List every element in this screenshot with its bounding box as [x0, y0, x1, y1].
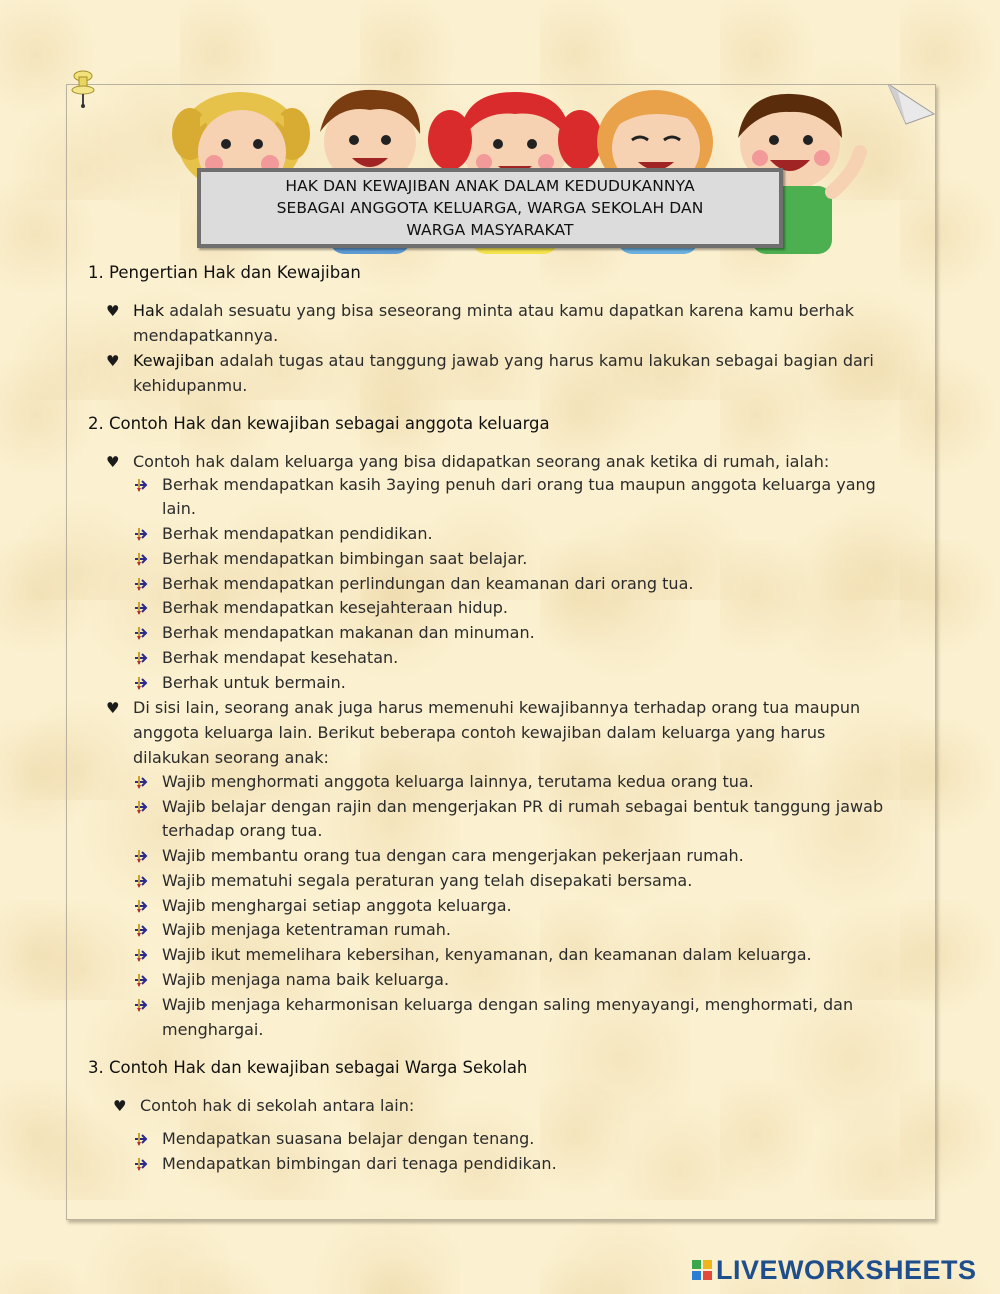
- arrow-bullet-icon: [134, 625, 150, 641]
- arrow-bullet-icon: [134, 848, 150, 864]
- kewajiban-keluarga-intro-2: anggota keluarga lain. Berikut beberapa contoh kewajiban dalam keluarga yang harus: [133, 723, 826, 742]
- push-pin-icon: [70, 68, 96, 112]
- arrow-bullet-icon: [134, 576, 150, 592]
- list-item: Berhak mendapat kesehatan.: [162, 648, 399, 667]
- list-item: Mendapatkan bimbingan dari tenaga pendidikan.: [162, 1154, 557, 1173]
- arrow-bullet-icon: [134, 600, 150, 616]
- hak-term: Hak: [133, 301, 165, 320]
- hak-keluarga-intro: Contoh hak dalam keluarga yang bisa didapatkan seorang anak ketika di rumah, ialah:: [133, 452, 830, 471]
- arrow-bullet-icon: [134, 551, 150, 567]
- list-item: Wajib ikut memelihara kebersihan, kenyamanan, dan keamanan dalam keluarga.: [162, 945, 812, 964]
- heart-bullet-icon: ♥: [106, 699, 120, 717]
- arrow-bullet-icon: [134, 477, 150, 493]
- list-item: Berhak mendapatkan kasih 3aying penuh dari orang tua maupun anggota keluarga yang: [162, 475, 876, 494]
- heart-bullet-icon: ♥: [106, 302, 120, 320]
- arrow-bullet-icon: [134, 650, 150, 666]
- list-item: Wajib menjaga nama baik keluarga.: [162, 970, 450, 989]
- heart-bullet-icon: ♥: [106, 453, 120, 471]
- arrow-bullet-icon: [134, 997, 150, 1013]
- list-item: Berhak mendapatkan makanan dan minuman.: [162, 623, 535, 642]
- list-item: Berhak mendapatkan perlindungan dan keamanan dari orang tua.: [162, 574, 694, 593]
- list-item: Wajib menghargai setiap anggota keluarga.: [162, 896, 512, 915]
- section-3-heading: 3. Contoh Hak dan kewajiban sebagai Warga Sekolah: [88, 1058, 528, 1077]
- arrow-bullet-icon: [134, 774, 150, 790]
- list-item: Berhak untuk bermain.: [162, 673, 346, 692]
- kewajiban-keluarga-intro: Di sisi lain, seorang anak juga harus memenuhi kewajibannya terhadap orang tua maupun: [133, 698, 861, 717]
- logo-mark-icon: [692, 1260, 712, 1280]
- title-line-1: HAK DAN KEWAJIBAN ANAK DALAM KEDUDUKANNYA: [285, 177, 695, 195]
- arrow-bullet-icon: [134, 898, 150, 914]
- kewajiban-term: Kewajiban: [133, 351, 215, 370]
- arrow-bullet-icon: [134, 922, 150, 938]
- list-item: Berhak mendapatkan pendidikan.: [162, 524, 433, 543]
- heart-bullet-icon: ♥: [113, 1097, 127, 1115]
- list-item: Wajib menghormati anggota keluarga lainnya, terutama kedua orang tua.: [162, 772, 754, 791]
- list-item: Wajib menjaga keharmonisan keluarga dengan saling menyayangi, menghormati, dan: [162, 995, 854, 1014]
- hak-definition-cont: mendapatkannya.: [133, 326, 279, 345]
- logo-text: LIVEWORKSHEETS: [716, 1254, 977, 1285]
- liveworksheets-logo[interactable]: [692, 1255, 977, 1285]
- list-item: Berhak mendapatkan kesejahteraan hidup.: [162, 598, 508, 617]
- list-item: menghargai.: [162, 1020, 264, 1039]
- title-line-2: SEBAGAI ANGGOTA KELUARGA, WARGA SEKOLAH DAN: [276, 199, 704, 217]
- section-2-heading: 2. Contoh Hak dan kewajiban sebagai anggota keluarga: [88, 414, 550, 433]
- arrow-bullet-icon: [134, 873, 150, 889]
- section-1-heading: 1. Pengertian Hak dan Kewajiban: [88, 263, 361, 282]
- title-line-3: WARGA MASYARAKAT: [406, 221, 574, 239]
- list-item: Berhak mendapatkan bimbingan saat belajar.: [162, 549, 528, 568]
- list-item: terhadap orang tua.: [162, 821, 323, 840]
- list-item: Mendapatkan suasana belajar dengan tenang.: [162, 1129, 535, 1148]
- arrow-bullet-icon: [134, 675, 150, 691]
- list-item: lain.: [162, 499, 196, 518]
- hak-sekolah-intro: Contoh hak di sekolah antara lain:: [140, 1096, 415, 1115]
- arrow-bullet-icon: [134, 799, 150, 815]
- arrow-bullet-icon: [134, 972, 150, 988]
- list-item: Wajib mematuhi segala peraturan yang telah disepakati bersama.: [162, 871, 693, 890]
- page-curl-icon: [888, 84, 936, 132]
- list-item: Wajib belajar dengan rajin dan mengerjakan PR di rumah sebagai bentuk tanggung jawab: [162, 797, 884, 816]
- heart-bullet-icon: ♥: [106, 352, 120, 370]
- kewajiban-keluarga-intro-3: dilakukan seorang anak:: [133, 748, 329, 767]
- kewajiban-definition-cont: kehidupanmu.: [133, 376, 248, 395]
- arrow-bullet-icon: [134, 1156, 150, 1172]
- list-item: Wajib membantu orang tua dengan cara mengerjakan pekerjaan rumah.: [162, 846, 744, 865]
- arrow-bullet-icon: [134, 947, 150, 963]
- kewajiban-definition: [133, 351, 874, 370]
- hak-definition-text: adalah sesuatu yang bisa seseorang minta atau kamu dapatkan karena kamu berhak: [164, 301, 855, 320]
- arrow-bullet-icon: [134, 526, 150, 542]
- kewajiban-definition-text: adalah tugas atau tanggung jawab yang harus kamu lakukan sebagai bagian dari: [214, 351, 874, 370]
- arrow-bullet-icon: [134, 1131, 150, 1147]
- hak-definition: [133, 301, 854, 320]
- title-box: [197, 168, 783, 248]
- list-item: Wajib menjaga ketentraman rumah.: [162, 920, 452, 939]
